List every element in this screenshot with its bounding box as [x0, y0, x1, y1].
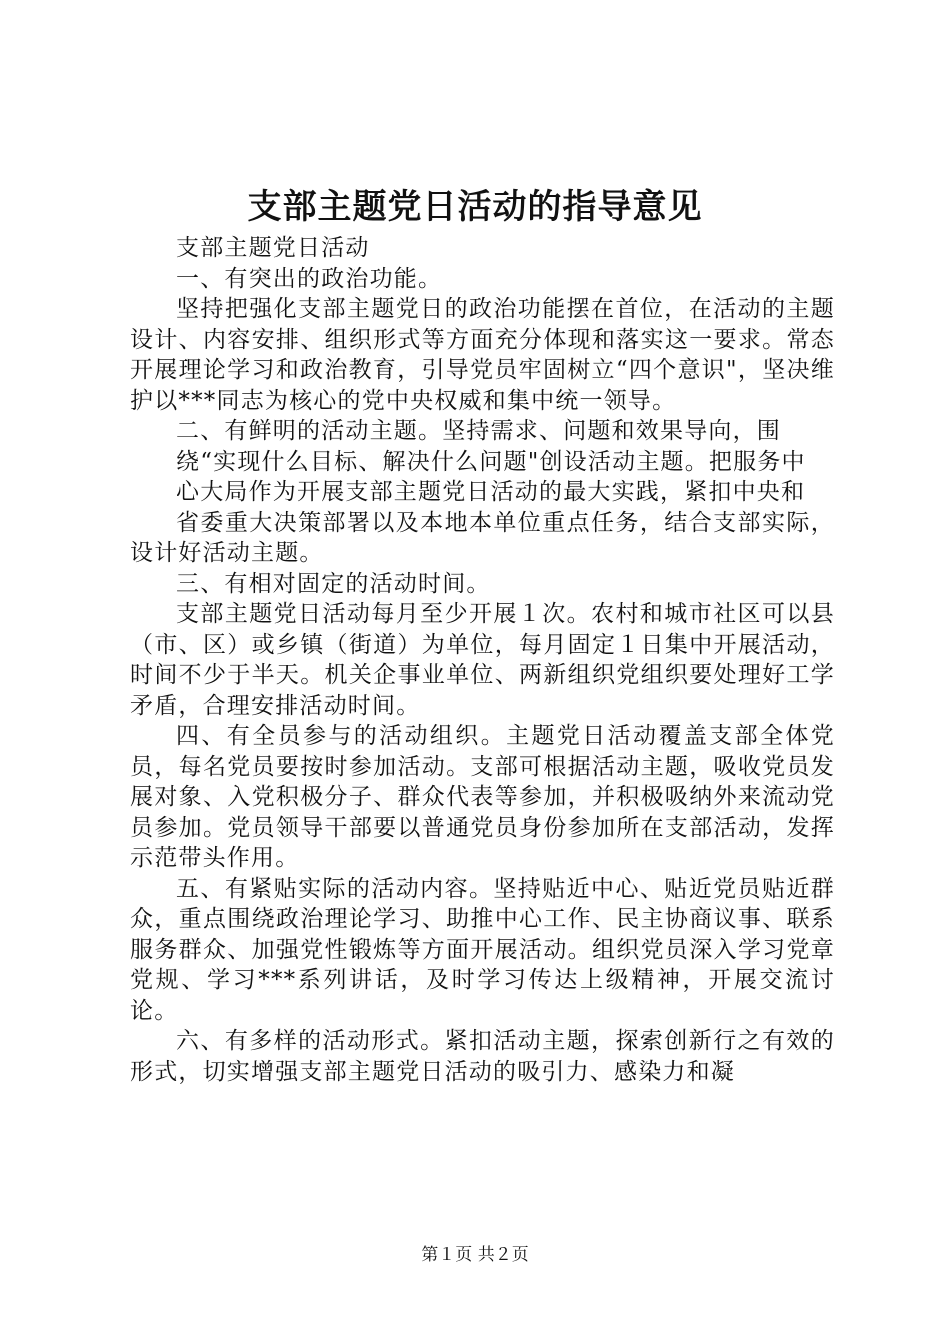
page-footer	[0, 1244, 950, 1266]
section-heading: 三、有相对固定的活动时间。	[176, 570, 491, 597]
document-body	[130, 233, 835, 1087]
paragraph: 六、有多样的活动形式。紧扣活动主题，探索创新行之有效的形式，切实增强支部主题党日活动的吸引力、感染力和凝	[130, 1028, 835, 1085]
paragraph: 支部主题党日活动每月至少开展１次。农村和城市社区可以县（市、区）或乡镇（街道）为单位，每月固定１日集中开展活动，时间不少于半天。机关企事业单位、两新组织党组织要处理好工学矛盾，合理安排活动时间。	[130, 601, 835, 719]
paragraph: 四、有全员参与的活动组织。主题党日活动覆盖支部全体党员，每名党员要按时参加活动。支部可根据活动主题，吸收党员发展对象、入党积极分子、群众代表等参加，并积极吸纳外来流动党员参加。党员领导干部要以普通党员身份参加所在支部活动，发挥示范带头作用。	[130, 723, 835, 871]
paragraph: 省委重大决策部署以及本地本单位重点任务，结合支部实际，设计好活动主题。	[130, 509, 835, 566]
paragraph: 五、有紧贴实际的活动内容。坚持贴近中心、贴近党员贴近群众，重点围绕政治理论学习、助推中心工作、民主协商议事、联系服务群众、加强党性锻炼等方面开展活动。组织党员深入学习党章党规、学习***系列讲话，及时学习传达上级精神，开展交流讨论。	[130, 875, 835, 1024]
paragraph: 支部主题党日活动	[176, 235, 370, 261]
paragraph: 坚持把强化支部主题党日的政治功能摆在首位，在活动的主题设计、内容安排、组织形式等方面充分体现和落实这一要求。常态开展理论学习和政治教育，引导党员牢固树立“四个意识"，坚决维护以***同志为核心的党中央权威和集中统一领导。	[130, 296, 835, 414]
page-number: 第１页	[421, 1245, 473, 1265]
paragraph: 心大局作为开展支部主题党日活动的最大实践，紧扣中央和	[176, 479, 806, 505]
document-title: 支部主题党日活动的指导意见	[247, 187, 703, 227]
paragraph: 二、有鲜明的活动主题。坚持需求、问题和效果导向，围	[176, 418, 781, 444]
page-total: 共２页	[477, 1245, 529, 1265]
section-heading: 一、有突出的政治功能。	[176, 265, 443, 292]
paragraph: 绕“实现什么目标、解决什么问题"创设活动主题。把服务中	[176, 448, 806, 475]
